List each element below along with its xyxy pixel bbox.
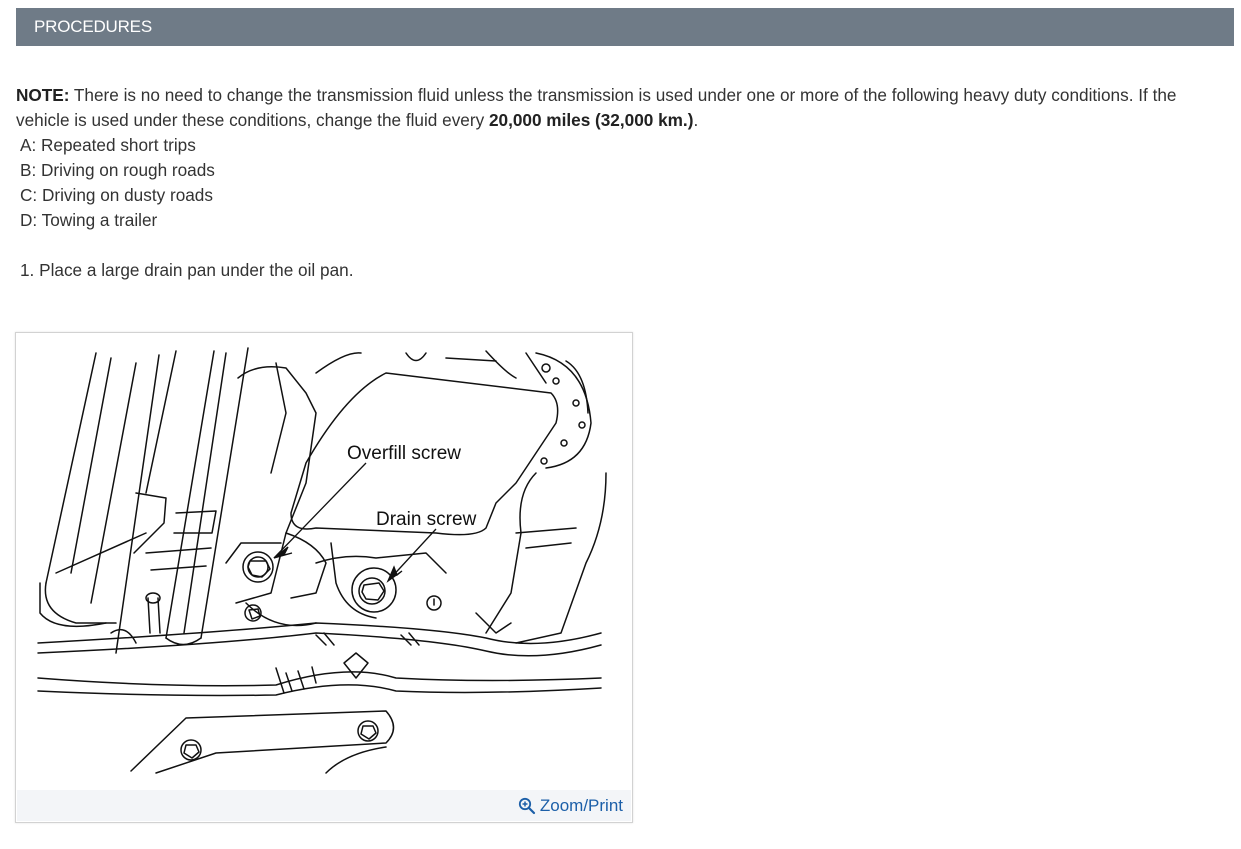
drain-screw-label: Drain screw xyxy=(376,509,477,530)
transmission-diagram xyxy=(16,333,632,791)
section-title: PROCEDURES xyxy=(34,17,152,36)
note-text: There is no need to change the transmission fluid unless the transmission is used under one or more of the following heavy duty conditions. If the vehicle is used under these conditions, change the fluid every xyxy=(16,85,1177,130)
condition-item: B: Driving on rough roads xyxy=(20,160,215,180)
zoom-in-icon xyxy=(518,797,536,815)
overfill-screw-label: Overfill screw xyxy=(347,443,462,464)
note-label: NOTE: xyxy=(16,85,70,105)
zoom-print-label: Zoom/Print xyxy=(539,796,623,815)
note-paragraph xyxy=(16,83,1231,133)
step-1: 1. Place a large drain pan under the oil pan. xyxy=(20,260,354,280)
figure-panel xyxy=(15,332,633,823)
note-end: . xyxy=(693,110,699,130)
zoom-print-link[interactable] xyxy=(518,794,623,818)
section-header xyxy=(16,8,1234,46)
figure-footer xyxy=(17,790,631,821)
note-interval: 20,000 miles (32,000 km.) xyxy=(488,110,694,130)
condition-item: D: Towing a trailer xyxy=(20,210,158,230)
condition-item: C: Driving on dusty roads xyxy=(20,185,213,205)
condition-item: A: Repeated short trips xyxy=(20,135,196,155)
procedure-content xyxy=(16,83,1231,283)
